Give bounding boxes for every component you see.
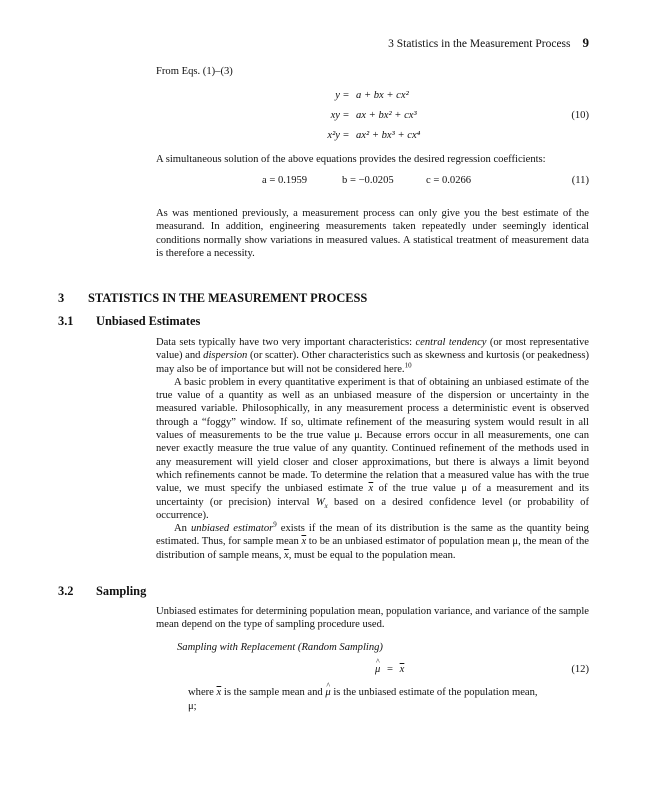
paragraph-basic-problem	[156, 376, 589, 522]
eq12-number: (12)	[571, 664, 589, 675]
simultaneous-text: A simultaneous solution of the above equations provides the desired regression coefficients:	[156, 154, 546, 165]
para31c-text-1: An	[174, 523, 191, 535]
mu-hat-symbol: ^ μ	[375, 664, 380, 675]
section-3-2-heading	[58, 584, 146, 599]
coef-a: a = 0.1959	[262, 175, 308, 186]
paragraph-characteristics	[156, 336, 589, 376]
section-3-1-heading	[58, 314, 200, 329]
para31b-text-1: A basic problem in every quantitative experiment is that of obtaining an unbiased estimate of the true value of a quantity as well as an unbiased measure of the dispersion or uncertainty in the measured variable. Philosophically, in any measurement process a deterministic event is observed through a “foggy” window. If so, ultimate refinement of the measuring system would result in all values of measurements to be the true value μ. Because errors occur in all measurements, one can never exactly measure the true value of any quantity. Continued refinement of the methods used in any measurement will yield closer and closer approximations, but there is always a limit beyond which refinements cannot be made. To determine the relation that a measured value has with the true value, we must specify the unbiased estimate	[156, 376, 589, 495]
xbar-symbol: $\overline{x}$	[368, 483, 374, 495]
eq10-line2-lhs: xy	[330, 110, 340, 121]
dispersion-term: dispersion	[203, 350, 248, 362]
para31a-text-2: (or most representative value) and	[156, 337, 589, 362]
coef-b: b = −0.0205	[342, 175, 394, 186]
section-3-2-title: Sampling	[96, 584, 147, 598]
running-head-title: 3 Statistics in the Measurement Process	[388, 38, 571, 50]
unbiased-estimator-term: unbiased estimator	[190, 523, 274, 535]
eq10-line3-equals: =	[343, 130, 349, 141]
where-text-2: is the sample mean and	[221, 687, 326, 698]
xbar-symbol-3: $\overline{x}$	[284, 549, 289, 561]
where-mu-hat: ^ μ	[325, 686, 330, 699]
where-line-2: μ;	[188, 701, 197, 712]
eq10-line3-rhs: ax² + bx³ + cx⁴	[356, 130, 421, 141]
para31a-text-3: (or scatter). Other characteristics such as skewness and kurtosis (or peakedness) may also be of importance but will not be considered here.	[156, 350, 589, 375]
eq12-xbar: $\overline{x}$	[399, 664, 405, 675]
paragraph-unbiased-estimator	[156, 522, 589, 562]
eq10-line1-equals: =	[343, 90, 349, 101]
central-tendency-term: central tendency	[415, 337, 487, 348]
eq10-line2-equals: =	[343, 110, 349, 121]
where-line-1	[188, 686, 538, 699]
w-subscript: x	[324, 501, 328, 510]
eq11-number: (11)	[571, 175, 589, 186]
section-3-2-number: 3.2	[58, 584, 74, 598]
eq10-line1-lhs: y	[335, 90, 340, 101]
xbar-symbol-2: $\overline{x}$	[301, 536, 307, 548]
ref-10: 10	[404, 361, 412, 370]
where-text-1: where	[188, 687, 217, 698]
eq10-number: (10)	[571, 110, 589, 121]
measurement-paragraph: As was mentioned previously, a measurement process can only give you the best estimate of the measurand. In addition, engineering measurements taken repeatedly under seemingly identical conditions normally show variations in measured values. A statistical treatment of measurement data is therefore a necessity.	[156, 208, 589, 259]
where-text-3: is the unbiased estimate of the population mean,	[330, 687, 538, 698]
from-eqs-text: From Eqs. (1)–(3)	[156, 66, 233, 77]
para31c-text-2: exists if the mean of its distribution is the same as the quantity being estimated. Thus, for sample mean	[156, 523, 589, 548]
where-xbar: $\overline{x}$	[216, 687, 222, 698]
section-3-1-number: 3.1	[58, 314, 74, 328]
sampling-with-replacement-heading: Sampling with Replacement (Random Sampling)	[177, 642, 383, 653]
running-head	[388, 35, 589, 51]
ref-9: 9	[273, 520, 277, 529]
para31b-text-3: based on a desired confidence level (or probability of occurrence).	[156, 496, 590, 521]
eq10-line1-rhs: a + bx + cx²	[356, 90, 409, 101]
para31b-text-2: of the true value μ of a measurement and its uncertainty (or precision) interval	[156, 483, 589, 508]
section-3-title: STATISTICS IN THE MEASUREMENT PROCESS	[88, 291, 368, 305]
w-symbol: W	[315, 496, 325, 508]
para31c-text-4: , must be equal to the population mean.	[288, 549, 456, 561]
para31c-text-3: to be an unbiased estimator of population mean μ, the mean of the distribution of sample means,	[156, 536, 589, 561]
para31a-text-1: Data sets typically have two very important characteristics:	[156, 337, 416, 348]
eq12-equals: =	[386, 664, 393, 675]
page-number: 9	[582, 35, 589, 50]
sampling-paragraph: Unbiased estimates for determining population mean, population variance, and variance of the sample mean depend on the type of sampling procedure used.	[156, 606, 589, 631]
section-3-1-body	[156, 336, 589, 562]
section-3-heading	[58, 291, 367, 306]
eq10-line3-lhs: x²y	[327, 130, 340, 141]
section-3-1-title: Unbiased Estimates	[96, 314, 201, 328]
section-3-number: 3	[58, 291, 65, 305]
coef-c: c = 0.0266	[426, 175, 472, 186]
eq10-line2-rhs: ax + bx² + cx³	[356, 110, 417, 121]
eq12	[375, 664, 404, 675]
